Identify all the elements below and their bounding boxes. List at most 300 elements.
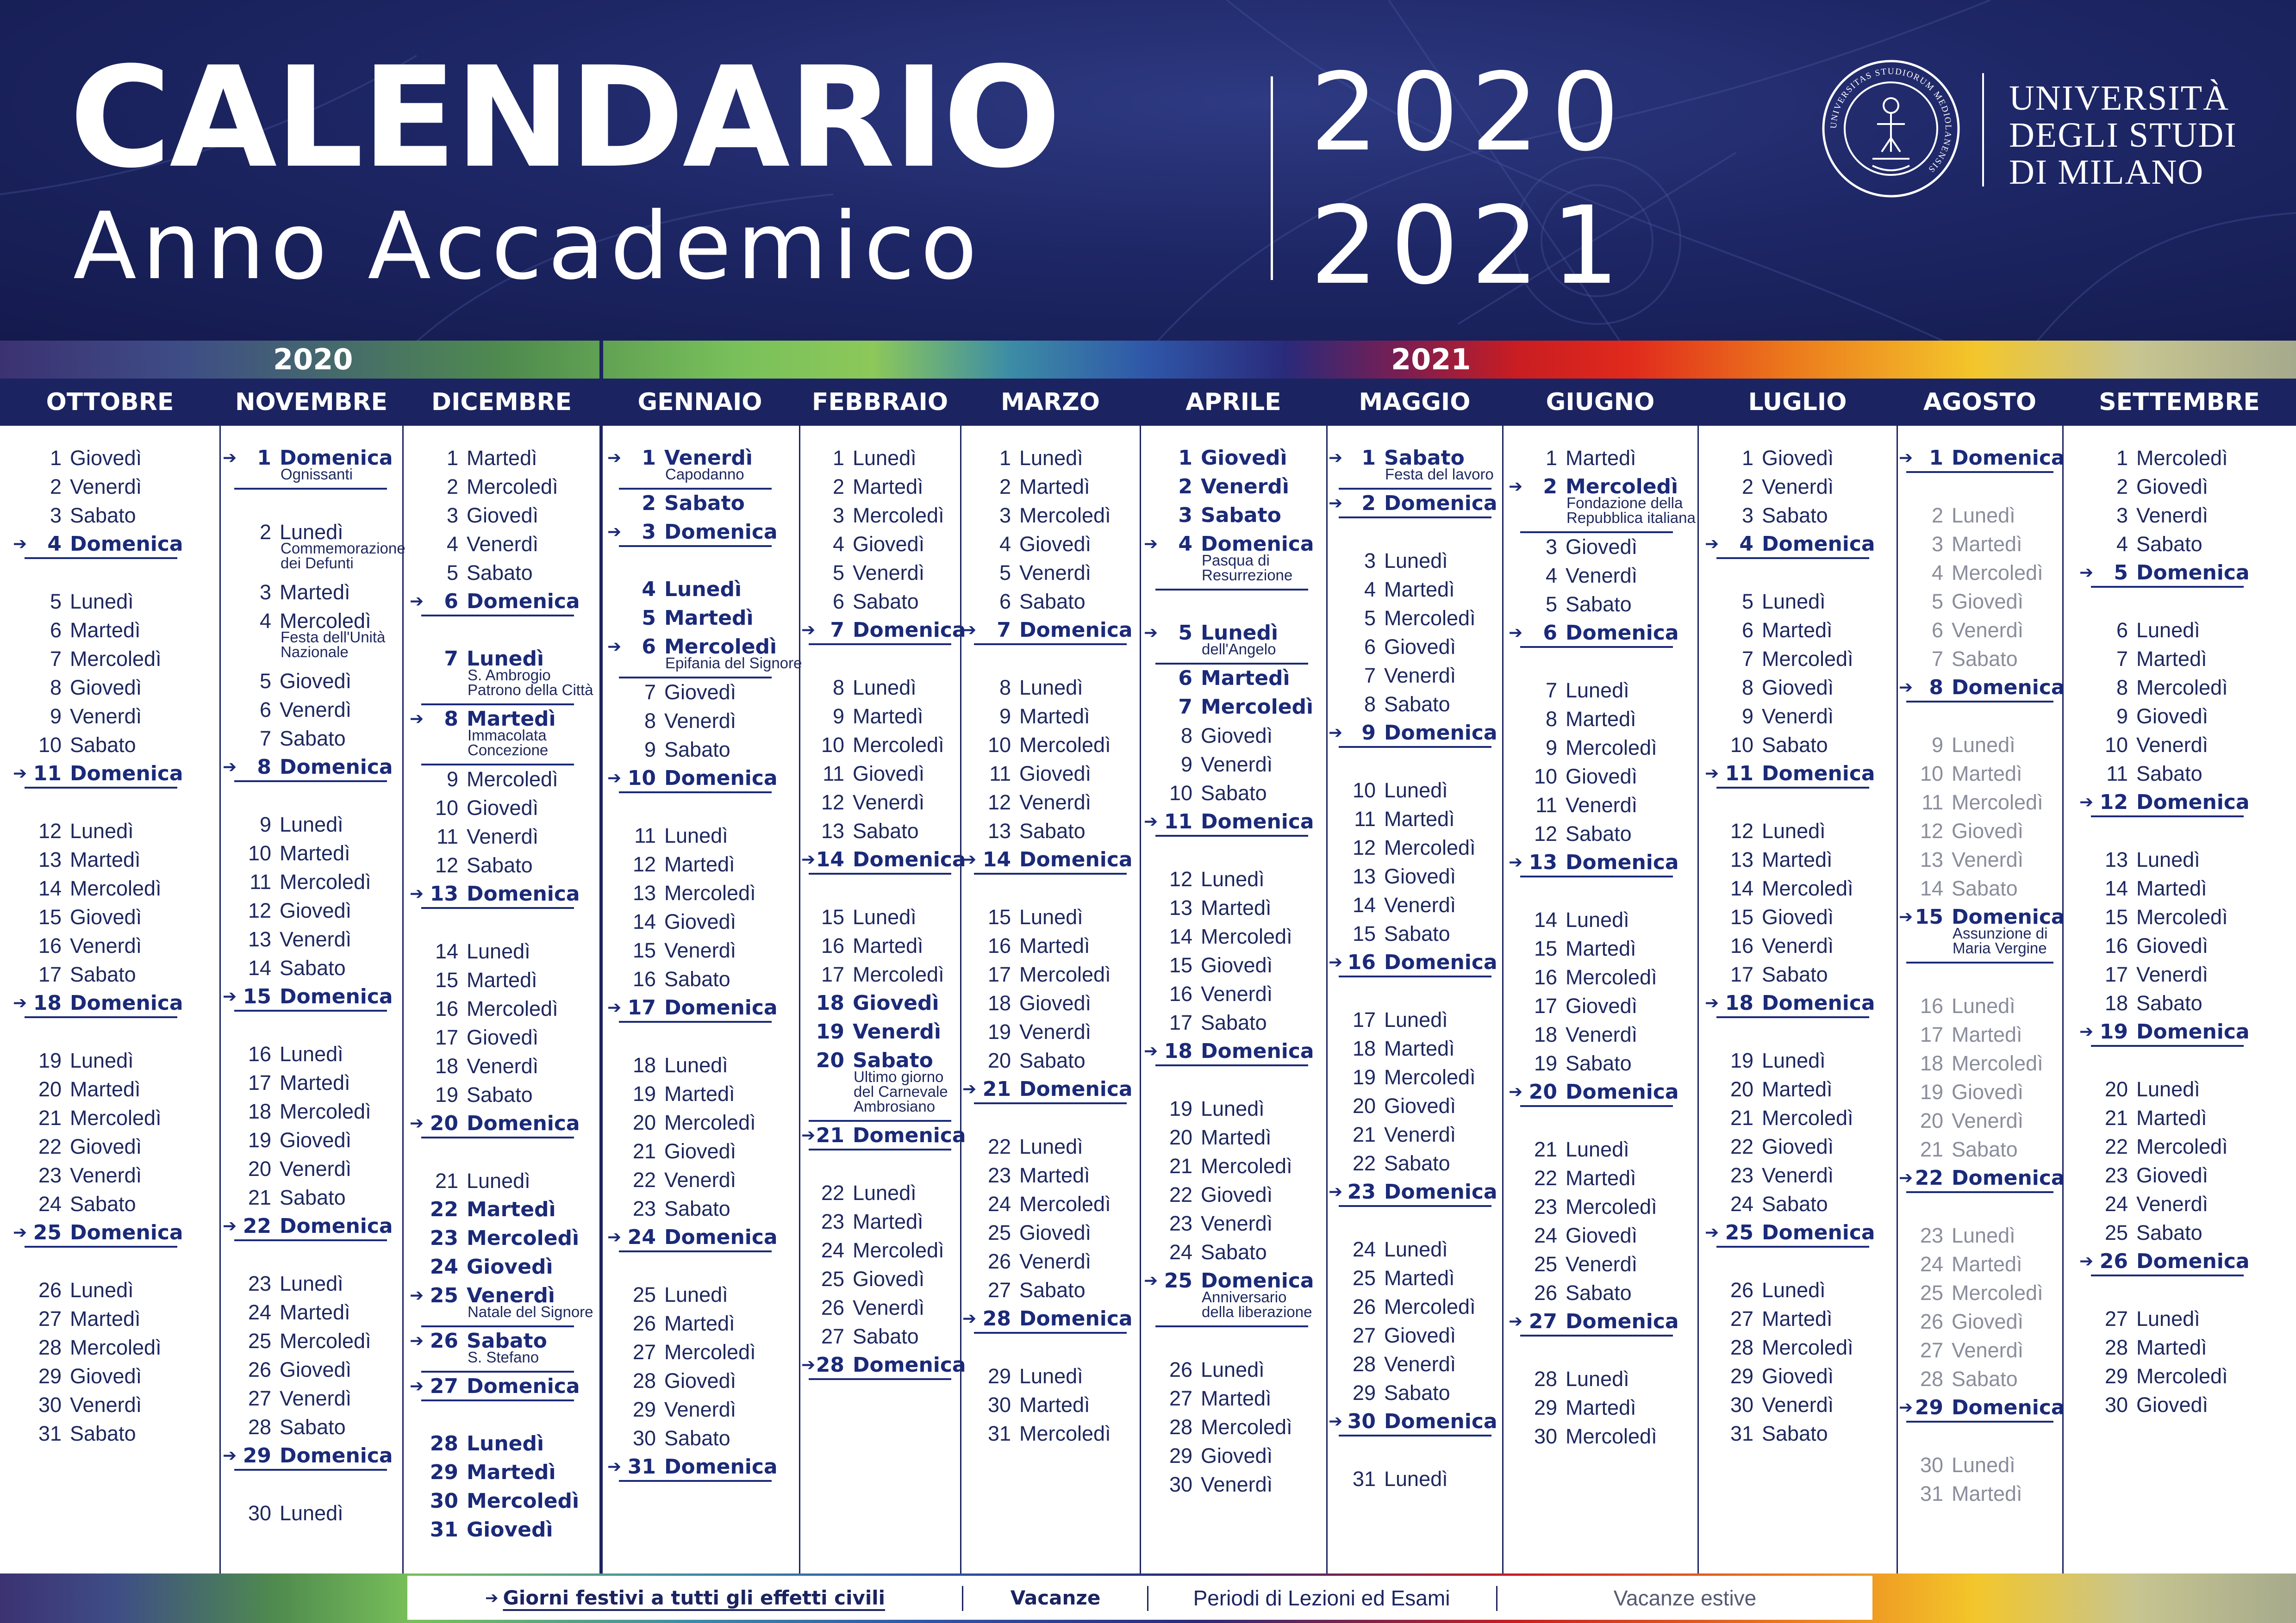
day-name: Domenica (280, 446, 393, 470)
day-name: Sabato (1201, 1240, 1267, 1264)
holiday-arrow-icon: ➔ (13, 994, 27, 1013)
day-row (403, 1081, 600, 1109)
day-name: Giovedì (853, 991, 939, 1015)
day-row (600, 1080, 799, 1108)
day-row (1897, 1308, 2063, 1336)
day-name: Lunedì (1201, 1358, 1265, 1381)
day-number: 30 (430, 1489, 458, 1513)
day-number: 23 (1347, 1180, 1376, 1204)
day-row (600, 1396, 799, 1424)
day-name: Mercoledì (280, 609, 371, 633)
day-number: 2 (1931, 504, 1943, 527)
day-name: Lunedì (1566, 1138, 1629, 1161)
month-header-settembre: SETTEMBRE (2099, 388, 2260, 416)
day-name: Sabato (280, 956, 346, 980)
day-row (220, 1385, 403, 1412)
day-name: Sabato (2136, 532, 2202, 556)
day-row (961, 616, 1140, 644)
day-row (1503, 1193, 1698, 1221)
day-number: 14 (1730, 877, 1753, 900)
day-number: 11 (1535, 793, 1557, 817)
day-number: 2 (832, 475, 844, 498)
day-row (1897, 846, 2063, 874)
holiday-arrow-icon: ➔ (1509, 1082, 1523, 1101)
day-name: Sabato (1019, 590, 1086, 613)
day-number: 3 (642, 520, 656, 544)
day-name: Sabato (1384, 1381, 1450, 1405)
day-number: 19 (2099, 1020, 2128, 1044)
day-name: Giovedì (70, 1364, 142, 1388)
day-name: Venerdì (1019, 1020, 1092, 1044)
day-name: Martedì (1566, 1396, 1636, 1419)
day-name: Martedì (664, 606, 754, 630)
day-number: 23 (1730, 1163, 1753, 1187)
day-row (1698, 903, 1897, 931)
day-number: 31 (430, 1518, 458, 1542)
holiday-underline (809, 1378, 951, 1380)
day-number: 23 (2104, 1163, 2128, 1187)
day-name: Giovedì (1952, 1080, 2024, 1104)
day-row (403, 1225, 600, 1252)
month-header-maggio: MAGGIO (1359, 388, 1471, 416)
day-row (0, 502, 220, 529)
header (0, 0, 2296, 342)
holiday-arrow-icon: ➔ (2079, 563, 2094, 582)
day-name: Martedì (70, 848, 141, 871)
day-number: 22 (38, 1135, 62, 1158)
day-row (0, 817, 220, 845)
day-name: Venerdì (1384, 1352, 1456, 1376)
day-number: 15 (1534, 937, 1557, 960)
day-name: Sabato (70, 733, 136, 757)
day-row (799, 1237, 961, 1264)
day-name: Domenica (467, 1112, 580, 1135)
day-name: Venerdì (1019, 561, 1092, 585)
day-name: Mercoledì (664, 881, 756, 905)
day-number: 24 (1534, 1224, 1557, 1247)
day-name: Mercoledì (1384, 836, 1476, 859)
day-number: 5 (642, 606, 656, 630)
day-name: Venerdì (1762, 1393, 1834, 1417)
day-row (2063, 760, 2296, 788)
day-row (1140, 619, 1327, 658)
day-name: Martedì (1762, 848, 1833, 871)
year-band (0, 341, 2296, 379)
day-row (1897, 1021, 2063, 1049)
day-row (799, 789, 961, 816)
day-row (1698, 473, 1897, 501)
day-number: 15 (243, 985, 271, 1008)
day-name: Lunedì (280, 1272, 343, 1295)
day-name: Giovedì (1762, 446, 1834, 470)
day-name: Mercoledì (1762, 647, 1853, 671)
university-name-line-2: DEGLI STUDI (2009, 116, 2237, 155)
day-row (600, 1166, 799, 1194)
day-number: 21 (248, 1186, 271, 1209)
day-number: 4 (832, 532, 844, 556)
day-row (1327, 576, 1503, 603)
holiday-underline (1339, 1205, 1491, 1207)
day-number: 8 (444, 707, 458, 731)
day-number: 16 (435, 997, 458, 1020)
day-name: Domenica (1201, 1269, 1314, 1293)
day-name: Venerdì (1384, 1123, 1456, 1146)
day-row (1327, 1178, 1503, 1206)
day-name: Venerdì (280, 698, 352, 721)
day-row (220, 725, 403, 752)
day-row (1698, 817, 1897, 845)
holiday-underline (1520, 1335, 1673, 1337)
day-row (1897, 1394, 2063, 1422)
day-row (220, 954, 403, 982)
day-number: 17 (1169, 1011, 1192, 1034)
day-name: Martedì (70, 1077, 141, 1101)
day-row (799, 703, 961, 730)
day-number: 1 (1929, 446, 1943, 470)
day-row (0, 1190, 220, 1218)
day-number: 8 (2116, 676, 2128, 699)
month-header-dicembre: DICEMBRE (431, 388, 572, 416)
day-name: Lunedì (280, 813, 343, 836)
day-name: Venerdì (1762, 934, 1834, 958)
day-name: Venerdì (70, 704, 142, 728)
day-name: Martedì (1762, 1307, 1833, 1331)
day-number: 16 (821, 934, 844, 958)
holiday-arrow-icon: ➔ (1144, 1271, 1158, 1290)
day-row (1503, 533, 1698, 561)
day-number: 5 (1931, 590, 1943, 613)
day-name: Lunedì (280, 1501, 343, 1525)
day-number: 19 (816, 1020, 844, 1044)
day-row (600, 1281, 799, 1309)
day-number: 24 (430, 1255, 458, 1279)
day-row (961, 903, 1140, 931)
day-name: Martedì (467, 707, 556, 731)
day-number: 31 (627, 1455, 656, 1479)
day-number: 29 (632, 1398, 656, 1421)
holiday-underline (1906, 962, 2053, 964)
holiday-arrow-icon: ➔ (410, 1114, 424, 1133)
day-number: 30 (38, 1393, 62, 1417)
day-name: Venerdì (1384, 664, 1456, 687)
day-row (1327, 490, 1503, 517)
day-name: Giovedì (2136, 704, 2209, 728)
day-number: 9 (1361, 721, 1376, 745)
holiday-arrow-icon: ➔ (410, 592, 424, 611)
day-number: 17 (38, 963, 62, 986)
day-row (1140, 779, 1327, 807)
month-header-gennaio: GENNAIO (637, 388, 762, 416)
day-row (1503, 906, 1698, 934)
day-name: Mercoledì (467, 1226, 580, 1250)
day-name: Giovedì (664, 1139, 736, 1163)
day-number: 10 (38, 733, 62, 757)
day-row (600, 604, 799, 632)
day-row (2063, 1018, 2296, 1046)
day-number: 5 (1364, 606, 1376, 630)
day-name: Giovedì (1201, 953, 1273, 977)
day-row (961, 817, 1140, 845)
day-note: Patrono della Città (468, 681, 593, 698)
day-row (220, 518, 406, 572)
day-name: Sabato (467, 853, 533, 877)
day-row (403, 1024, 600, 1051)
day-row (1897, 1222, 2063, 1250)
day-number: 20 (632, 1111, 656, 1134)
day-name: Venerdì (1566, 1023, 1638, 1046)
day-name: Martedì (853, 1210, 923, 1233)
day-number: 19 (632, 1082, 656, 1106)
day-number: 20 (430, 1112, 458, 1135)
day-row (600, 633, 802, 672)
day-row (799, 559, 961, 587)
day-row (2063, 616, 2296, 644)
day-row (2063, 1076, 2296, 1103)
day-number: 24 (248, 1300, 271, 1324)
day-name: Sabato (1762, 963, 1828, 986)
day-row (1698, 1076, 1897, 1103)
day-number: 8 (1180, 724, 1192, 747)
day-name: Mercoledì (1566, 1424, 1657, 1448)
day-number: 13 (821, 819, 844, 843)
day-number: 10 (1920, 762, 1943, 785)
day-row (1897, 645, 2063, 673)
day-name: Domenica (1566, 621, 1679, 645)
day-row (1897, 1050, 2063, 1077)
day-number: 25 (1352, 1266, 1376, 1290)
day-row (799, 530, 961, 558)
day-number: 4 (1545, 564, 1557, 587)
holiday-underline (1520, 1105, 1673, 1107)
day-number: 18 (816, 991, 844, 1015)
day-number: 10 (1730, 733, 1753, 757)
day-row (403, 473, 600, 501)
day-number: 16 (1169, 982, 1192, 1006)
day-number: 24 (2104, 1192, 2128, 1216)
day-number: 18 (1920, 1051, 1943, 1075)
day-number: 21 (2104, 1106, 2128, 1130)
day-number: 7 (1545, 678, 1557, 702)
day-name: Sabato (467, 561, 533, 585)
day-row (0, 1420, 220, 1448)
day-name: Lunedì (70, 1049, 134, 1072)
day-number: 29 (1730, 1364, 1753, 1388)
day-row (0, 903, 220, 931)
day-row (1698, 1276, 1897, 1304)
day-name: Domenica (1952, 446, 2065, 470)
day-name: Venerdì (1384, 893, 1456, 917)
day-row (220, 1155, 403, 1183)
day-row (1897, 875, 2063, 902)
day-name: Lunedì (1952, 1453, 2015, 1477)
day-number: 18 (987, 991, 1011, 1015)
day-number: 20 (1169, 1126, 1192, 1149)
holiday-arrow-icon: ➔ (962, 850, 977, 869)
day-number: 30 (248, 1501, 271, 1525)
holiday-arrow-icon: ➔ (223, 1217, 237, 1236)
day-number: 7 (444, 647, 458, 671)
day-row (600, 908, 799, 936)
holiday-underline (2091, 1275, 2244, 1276)
day-number: 23 (987, 1163, 1011, 1187)
day-row (1327, 834, 1503, 862)
day-row (1698, 444, 1897, 472)
day-number: 29 (1169, 1444, 1192, 1468)
day-row (1503, 591, 1698, 618)
day-name: Lunedì (1384, 1467, 1448, 1491)
day-name: Sabato (280, 1415, 346, 1439)
holiday-underline (809, 1149, 951, 1150)
day-row (961, 731, 1140, 759)
day-number: 12 (1352, 836, 1376, 859)
month-header-febbraio: FEBBRAIO (811, 388, 948, 416)
day-row (1897, 1164, 2063, 1192)
day-number: 23 (632, 1197, 656, 1220)
day-name: Mercoledì (70, 1336, 162, 1359)
day-number: 6 (1364, 635, 1376, 659)
holiday-underline (619, 1250, 772, 1252)
day-name: Domenica (1762, 532, 1875, 556)
day-name: Giovedì (853, 1267, 925, 1291)
day-row (961, 444, 1140, 472)
day-row (1327, 1092, 1503, 1120)
day-number: 1 (999, 446, 1011, 470)
day-row (403, 938, 600, 965)
day-name: Giovedì (664, 1369, 736, 1393)
day-row (1140, 1238, 1327, 1266)
day-number: 10 (821, 733, 844, 757)
day-name: Martedì (1201, 1387, 1272, 1410)
day-row (1327, 1236, 1503, 1263)
day-name: Mercoledì (467, 997, 558, 1020)
day-row (799, 817, 961, 845)
day-row (0, 731, 220, 759)
day-number: 22 (632, 1168, 656, 1192)
day-row (0, 616, 220, 644)
day-name: Martedì (467, 1198, 556, 1221)
day-row (1503, 473, 1698, 526)
holiday-arrow-icon: ➔ (223, 1446, 237, 1465)
day-number: 13 (1920, 848, 1943, 871)
day-row (2063, 1248, 2296, 1275)
day-row (1503, 820, 1698, 848)
day-name: Sabato (1566, 1051, 1632, 1075)
day-name: Sabato (1019, 1278, 1086, 1302)
day-name: Sabato (467, 1083, 533, 1107)
day-name: Mercoledì (853, 963, 944, 986)
day-number: 9 (50, 704, 62, 728)
day-note: S. Stefano (468, 1349, 539, 1366)
day-row (1140, 665, 1327, 692)
holiday-arrow-icon: ➔ (1144, 812, 1158, 831)
day-row (799, 444, 961, 472)
day-number: 28 (1920, 1367, 1943, 1391)
day-row (403, 880, 600, 908)
holiday-underline (2091, 586, 2244, 588)
day-row (2063, 1334, 2296, 1362)
day-row (0, 645, 220, 673)
day-row (961, 674, 1140, 702)
day-row (2063, 1219, 2296, 1247)
day-name: Mercoledì (1566, 965, 1657, 989)
day-number: 1 (1178, 446, 1192, 470)
day-row (2063, 961, 2296, 989)
day-name: Sabato (280, 727, 346, 750)
holiday-arrow-icon: ➔ (13, 764, 27, 783)
day-number: 27 (430, 1374, 458, 1398)
day-name: Lunedì (1019, 676, 1083, 699)
day-name: Domenica (2136, 561, 2250, 585)
day-name: Venerdì (1019, 790, 1092, 814)
holiday-arrow-icon: ➔ (801, 850, 816, 869)
month-header-aprile: APRILE (1185, 388, 1281, 416)
day-row (799, 961, 961, 989)
day-number: 18 (1534, 1023, 1557, 1046)
holiday-underline (421, 1137, 574, 1138)
day-number: 4 (259, 609, 271, 633)
day-number: 4 (999, 532, 1011, 556)
day-name: Venerdì (1566, 793, 1638, 817)
day-row (600, 444, 799, 483)
day-row (1503, 705, 1698, 733)
day-number: 22 (1534, 1166, 1557, 1190)
day-name: Venerdì (2136, 733, 2209, 757)
day-name: Mercoledì (1384, 606, 1476, 630)
day-row (600, 1310, 799, 1337)
day-number: 23 (248, 1272, 271, 1295)
holiday-underline (25, 557, 177, 559)
day-number: 1 (257, 446, 271, 470)
day-number: 29 (1915, 1396, 1943, 1419)
day-row (1140, 1181, 1327, 1209)
day-name: Domenica (1384, 951, 1497, 974)
holiday-arrow-icon: ➔ (1899, 448, 1913, 467)
holiday-arrow-icon: ➔ (1144, 535, 1158, 553)
holiday-arrow-icon: ➔ (2079, 793, 2094, 812)
day-row (1698, 1362, 1897, 1390)
day-name: Giovedì (1384, 635, 1456, 659)
day-number: 24 (987, 1192, 1011, 1216)
day-row (1698, 674, 1897, 702)
day-row (961, 1420, 1140, 1448)
day-row (799, 989, 961, 1017)
day-row (1140, 1009, 1327, 1037)
calendar-title: CALENDARIO (69, 37, 1060, 199)
day-name: Lunedì (467, 647, 544, 671)
holiday-arrow-icon: ➔ (410, 1286, 424, 1305)
day-name: Venerdì (70, 1163, 142, 1187)
day-number: 30 (1347, 1410, 1376, 1433)
day-row (403, 1487, 600, 1515)
day-name: Martedì (664, 1312, 735, 1335)
day-note: Resurrezione (1202, 566, 1293, 584)
day-row (961, 760, 1140, 788)
day-number: 17 (2104, 963, 2128, 986)
day-number: 23 (38, 1163, 62, 1187)
day-number: 20 (248, 1157, 271, 1181)
day-name: Lunedì (1952, 504, 2015, 527)
day-number: 30 (1169, 1473, 1192, 1496)
day-name: Mercoledì (280, 1329, 371, 1353)
day-number: 4 (1364, 578, 1376, 601)
holiday-underline (1520, 876, 1673, 877)
day-row (0, 875, 220, 902)
day-name: Lunedì (280, 1042, 343, 1066)
day-row (1698, 1190, 1897, 1218)
day-number: 3 (259, 580, 271, 604)
day-name: Mercoledì (853, 733, 944, 757)
day-row (1140, 1124, 1327, 1151)
